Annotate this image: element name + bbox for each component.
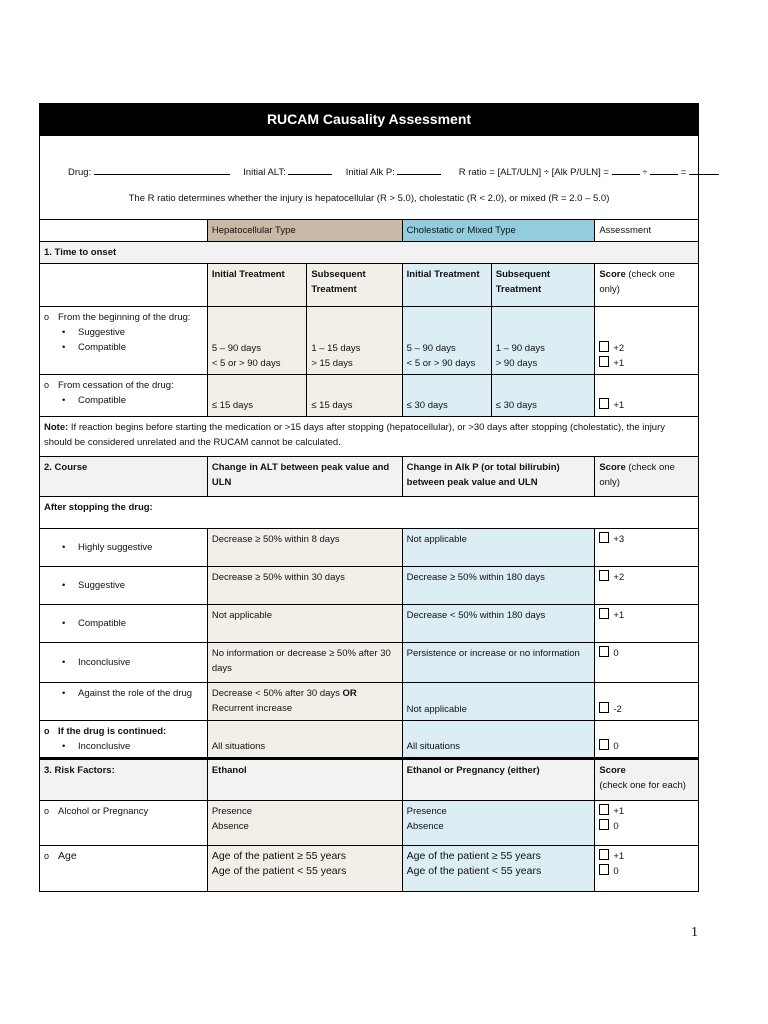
alt-change-header: Change in ALT between peak value and ULN bbox=[207, 457, 402, 497]
alcohol-ethanol-values: Presence Absence bbox=[207, 801, 402, 846]
course-score: 0 bbox=[595, 643, 699, 683]
course-row bbox=[40, 567, 699, 605]
section-1-title: 1. Time to onset bbox=[40, 242, 699, 264]
course-alkp-value: Decrease < 50% within 180 days bbox=[402, 605, 595, 643]
r-ratio-result-field[interactable] bbox=[689, 165, 719, 175]
against-alkp-value: Not applicable bbox=[402, 683, 595, 721]
course-alkp-value: Persistence or increase or no information bbox=[402, 643, 595, 683]
onset-cessation-row bbox=[40, 375, 699, 417]
chol-subsequent-header: Subsequent Treatment bbox=[491, 264, 595, 307]
course-score: +2 bbox=[595, 567, 699, 605]
continued-score: 0 bbox=[595, 721, 699, 759]
age-row bbox=[40, 846, 699, 892]
checkbox[interactable] bbox=[599, 341, 609, 352]
section-1-column-row bbox=[40, 264, 699, 307]
empty-cell bbox=[40, 220, 208, 242]
onset-beginning-score: +2 +1 bbox=[595, 307, 699, 375]
empty-cell bbox=[40, 264, 208, 307]
assessment-header: Assessment bbox=[595, 220, 699, 242]
course-alt-value: Not applicable bbox=[207, 605, 402, 643]
onset-cessation-score: +1 bbox=[595, 375, 699, 417]
chol-initial-cessation: ≤ 30 days bbox=[402, 375, 491, 417]
chol-initial-values: 5 – 90 days < 5 or > 90 days bbox=[402, 307, 491, 375]
chol-initial-header: Initial Treatment bbox=[402, 264, 491, 307]
r-ratio-divide: ÷ bbox=[642, 167, 648, 178]
r-ratio-label: R ratio = [ALT/ULN] ÷ [Alk P/ULN] = bbox=[458, 167, 609, 178]
hep-initial-header: Initial Treatment bbox=[207, 264, 306, 307]
ethanol-header: Ethanol bbox=[207, 759, 402, 801]
against-label: • Against the role of the drug bbox=[40, 683, 208, 721]
course-row bbox=[40, 643, 699, 683]
against-score: -2 bbox=[595, 683, 699, 721]
section-2-title: 2. Course bbox=[40, 457, 208, 497]
against-alt-value: Decrease < 50% after 30 days OR Recurrent increase bbox=[207, 683, 402, 721]
section-1-title-row bbox=[40, 242, 699, 264]
onset-beginning-label: o From the beginning of the drug: • Suggestive • Compatible bbox=[40, 307, 208, 375]
header-fields bbox=[68, 165, 688, 178]
section-3-header-row bbox=[40, 759, 699, 801]
age-score: +1 0 bbox=[595, 846, 699, 892]
checkbox[interactable] bbox=[599, 804, 609, 815]
against-row bbox=[40, 683, 699, 721]
course-score: +1 bbox=[595, 605, 699, 643]
hep-subsequent-header: Subsequent Treatment bbox=[307, 264, 402, 307]
checkbox[interactable] bbox=[599, 356, 609, 367]
initial-alkp-label: Initial Alk P: bbox=[345, 167, 395, 178]
checkbox[interactable] bbox=[599, 646, 609, 657]
hepatocellular-type-header: Hepatocellular Type bbox=[207, 220, 402, 242]
score-header: Score (check one for each) bbox=[595, 759, 699, 801]
alcohol-pregnancy-values: Presence Absence bbox=[402, 801, 595, 846]
course-alt-value: No information or decrease ≥ 50% after 30 days bbox=[207, 643, 402, 683]
course-label: • Compatible bbox=[40, 605, 208, 643]
rucam-form bbox=[39, 103, 699, 892]
chol-subsequent-values: 1 – 90 days > 90 days bbox=[491, 307, 595, 375]
score-header: Score (check one only) bbox=[595, 457, 699, 497]
checkbox[interactable] bbox=[599, 532, 609, 543]
initial-alkp-field[interactable] bbox=[397, 165, 441, 175]
course-alt-value: Decrease ≥ 50% within 30 days bbox=[207, 567, 402, 605]
r-ratio-equals: = bbox=[680, 167, 687, 178]
alcohol-row bbox=[40, 801, 699, 846]
continued-label: o If the drug is continued: • Inconclusive bbox=[40, 721, 208, 759]
onset-beginning-row bbox=[40, 307, 699, 375]
r-ratio-note: The R ratio determines whether the injury is hepatocellular (R > 5.0), cholestatic (R < 2.0), or mixed (R = 2.0 – 5.0) bbox=[128, 193, 610, 204]
section-3-title: 3. Risk Factors: bbox=[40, 759, 208, 801]
hep-subsequent-cessation: ≤ 15 days bbox=[307, 375, 402, 417]
score-header: Score (check one only) bbox=[595, 264, 699, 307]
onset-note: Note: If reaction begins before starting the medication or >15 days after stopping (hepatocellular), or >30 days after stopping (cholestatic), the injury should be considered unrelated and the RUCAM cannot be calculated. bbox=[40, 417, 699, 457]
hep-initial-values: 5 – 90 days < 5 or > 90 days bbox=[207, 307, 306, 375]
ethanol-pregnancy-header: Ethanol or Pregnancy (either) bbox=[402, 759, 595, 801]
course-alkp-value: Not applicable bbox=[402, 529, 595, 567]
course-score: +3 bbox=[595, 529, 699, 567]
age-label: o Age bbox=[40, 846, 208, 892]
note-row bbox=[40, 417, 699, 457]
age-pregnancy-values: Age of the patient ≥ 55 years Age of the patient < 55 years bbox=[402, 846, 595, 892]
continued-row bbox=[40, 721, 699, 759]
checkbox[interactable] bbox=[599, 819, 609, 830]
course-alkp-value: Decrease ≥ 50% within 180 days bbox=[402, 567, 595, 605]
cholestatic-type-header: Cholestatic or Mixed Type bbox=[402, 220, 595, 242]
alcohol-score: +1 0 bbox=[595, 801, 699, 846]
continued-alt-value: All situations bbox=[207, 721, 402, 759]
checkbox[interactable] bbox=[599, 702, 609, 713]
chol-subsequent-cessation: ≤ 30 days bbox=[491, 375, 595, 417]
hep-subsequent-values: 1 – 15 days > 15 days bbox=[307, 307, 402, 375]
after-stopping-label: After stopping the drug: bbox=[40, 497, 699, 529]
course-label: • Highly suggestive bbox=[40, 529, 208, 567]
form-title: RUCAM Causality Assessment bbox=[39, 103, 699, 136]
course-label: • Inconclusive bbox=[40, 643, 208, 683]
checkbox[interactable] bbox=[599, 849, 609, 860]
course-alt-value: Decrease ≥ 50% within 8 days bbox=[207, 529, 402, 567]
course-row bbox=[40, 529, 699, 567]
continued-alkp-value: All situations bbox=[402, 721, 595, 759]
hep-initial-cessation: ≤ 15 days bbox=[207, 375, 306, 417]
page-number: 1 bbox=[691, 925, 698, 940]
alkp-change-header: Change in Alk P (or total bilirubin) between peak value and ULN bbox=[402, 457, 595, 497]
checkbox[interactable] bbox=[599, 739, 609, 750]
after-stopping-row bbox=[40, 497, 699, 529]
drug-label: Drug: bbox=[68, 167, 92, 178]
checkbox[interactable] bbox=[599, 864, 609, 875]
form-header bbox=[39, 136, 699, 219]
checkbox[interactable] bbox=[599, 608, 609, 619]
checkbox[interactable] bbox=[599, 570, 609, 581]
initial-alt-label: Initial ALT: bbox=[243, 167, 286, 178]
rucam-table bbox=[39, 219, 699, 892]
course-label: • Suggestive bbox=[40, 567, 208, 605]
r-ratio-alkp-field[interactable] bbox=[650, 165, 678, 175]
section-2-header-row bbox=[40, 457, 699, 497]
initial-alt-field[interactable] bbox=[288, 165, 332, 175]
type-header-row bbox=[40, 220, 699, 242]
age-ethanol-values: Age of the patient ≥ 55 years Age of the patient < 55 years bbox=[207, 846, 402, 892]
onset-cessation-label: o From cessation of the drug: • Compatible bbox=[40, 375, 208, 417]
checkbox[interactable] bbox=[599, 398, 609, 409]
alcohol-label: o Alcohol or Pregnancy bbox=[40, 801, 208, 846]
drug-field[interactable] bbox=[94, 165, 230, 175]
course-row bbox=[40, 605, 699, 643]
r-ratio-alt-field[interactable] bbox=[612, 165, 640, 175]
